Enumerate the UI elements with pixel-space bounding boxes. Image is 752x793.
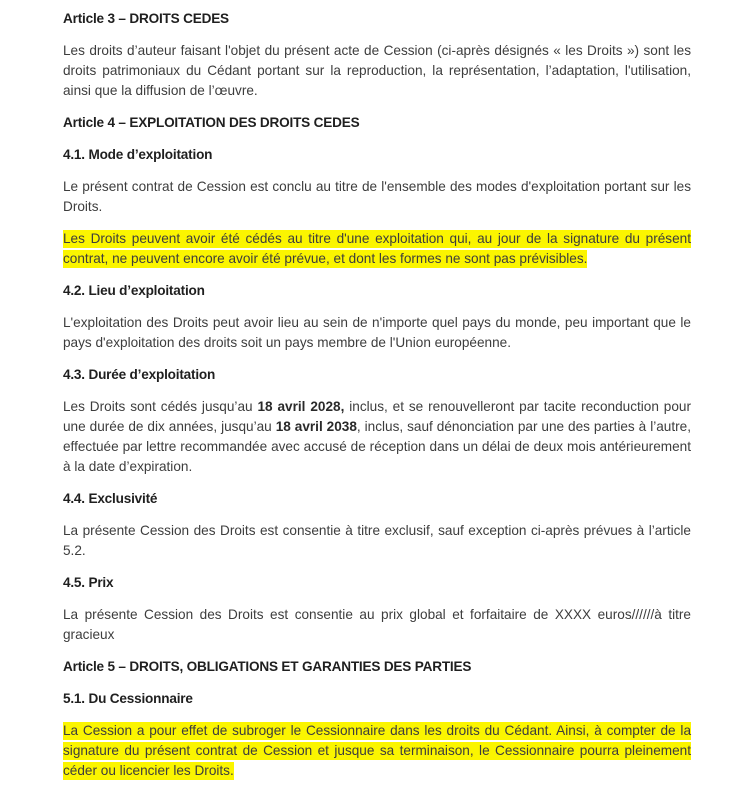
highlighted-text: La Cession a pour effet de subroger le Cessionnaire dans les droits du Cédant. Ainsi, à compter de la signature du présent contrat de Cession et jusque sa terminaison, le Cessionnaire pourra pleinement céder ou licencier les Droits. <box>63 723 691 778</box>
cession-end-date: 18 avril 2028, <box>257 399 345 414</box>
duration-text-before-date: Les Droits sont cédés jusqu’au <box>63 399 258 414</box>
section-4-2-paragraph: L'exploitation des Droits peut avoir lieu au sein de n'importe quel pays du monde, peu important que le pays d'exploitation des droits soit un pays membre de l'Union européenne. <box>63 315 691 350</box>
highlighted-text: Les Droits peuvent avoir été cédés au titre d'une exploitation qui, au jour de la signature du présent contrat, ne peuvent encore avoir été prévue, et dont les formes ne sont pas prévisibles. <box>63 231 691 266</box>
section-4-5-paragraph: La présente Cession des Droits est consentie au prix global et forfaitaire de XXXX euros//////à titre gracieux <box>63 607 691 642</box>
renewal-end-date: 18 avril 2038 <box>275 419 357 434</box>
section-5-1-highlighted-paragraph <box>63 721 691 781</box>
section-4-5-heading: 4.5. Prix <box>63 575 114 590</box>
duration-text-between-dates: inclus, et se renouvelleront par tacite reconduction pour une durée de dix années, jusqu’au <box>63 399 692 434</box>
section-5-1-heading: 5.1. Du Cessionnaire <box>63 691 193 706</box>
section-4-1-highlighted-paragraph <box>63 229 691 269</box>
section-4-2-heading: 4.2. Lieu d’exploitation <box>63 283 205 298</box>
duration-text-after-date: , inclus, sauf dénonciation par une des parties à l’autre, effectuée par lettre recommandée avec accusé de réception dans un délai de deux mois antérieurement à la date d’expiration. <box>63 419 691 474</box>
section-4-4-paragraph: La présente Cession des Droits est consentie à titre exclusif, sauf exception ci-après prévues à l’article 5.2. <box>63 523 691 558</box>
article-4-heading: Article 4 – EXPLOITATION DES DROITS CEDES <box>63 115 360 130</box>
section-4-3-heading: 4.3. Durée d’exploitation <box>63 367 216 382</box>
section-4-1-paragraph: Le présent contrat de Cession est conclu au titre de l'ensemble des modes d'exploitation portant sur les Droits. <box>63 179 691 214</box>
section-4-4-heading: 4.4. Exclusivité <box>63 491 158 506</box>
article-3-paragraph: Les droits d’auteur faisant l'objet du présent acte de Cession (ci-après désignés « les Droits ») sont les droits patrimoniaux du Cédant portant sur la reproduction, la représentation, l’adaptation, l'utilisation, ainsi que la diffusion de l’œuvre. <box>63 43 691 98</box>
article-5-heading: Article 5 – DROITS, OBLIGATIONS ET GARANTIES DES PARTIES <box>63 659 472 674</box>
article-3-heading: Article 3 – DROITS CEDES <box>63 11 229 26</box>
section-4-1-heading: 4.1. Mode d’exploitation <box>63 147 213 162</box>
section-4-3-paragraph <box>63 397 691 477</box>
